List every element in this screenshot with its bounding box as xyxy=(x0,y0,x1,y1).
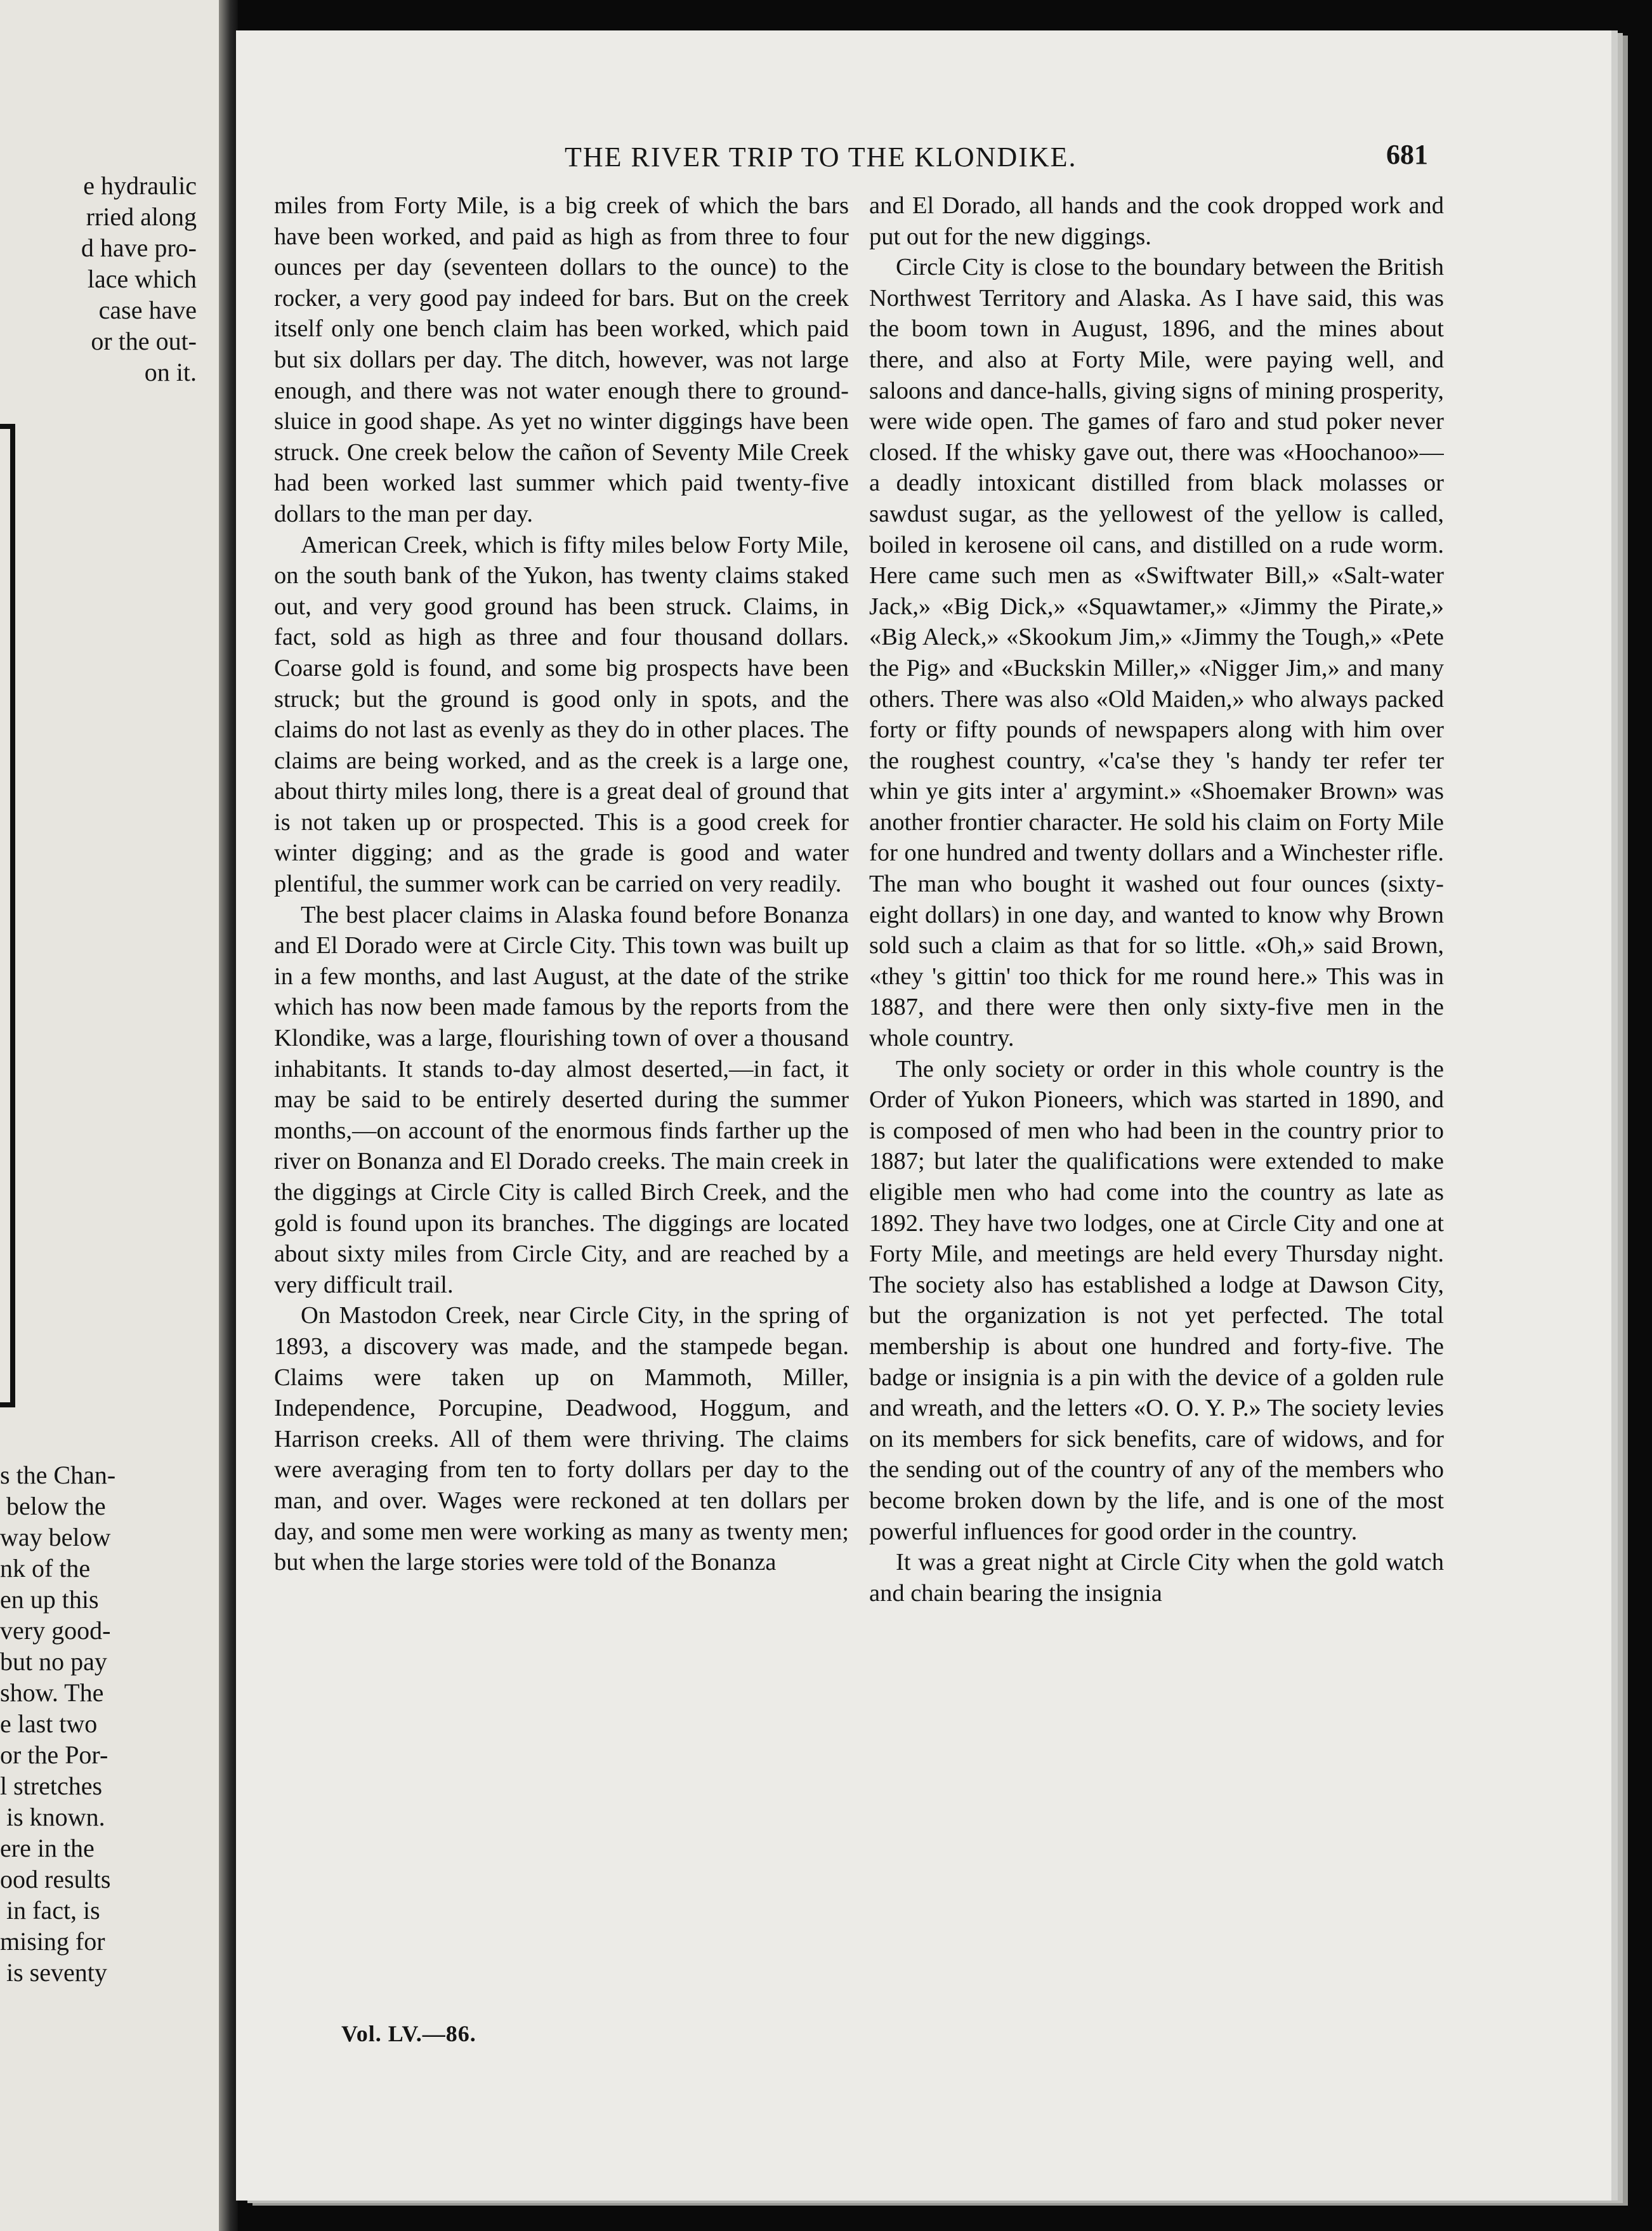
paragraph: The best placer claims in Alaska found before Bonanza and El Dorado were at Circle City. This town was built up in a few months, and last August, at the date of the strike which has now been made famous by the reports from the Klondike, was a large, flourishing town of over a thousand inhabitants. It stands to-day almost deserted,—in fact, it may be said to be entirely deserted during the summer months,—on account of the enormous finds farther up the river on Bonanza and El Dorado creeks. The main creek in the diggings at Circle City is called Birch Creek, and the gold is found upon its branches. The diggings are located about sixty miles from Circle City, and are reached by a very difficult trail. xyxy=(274,901,849,1298)
page-number: 681 xyxy=(1386,139,1428,170)
running-head: THE RIVER TRIP TO THE KLONDIKE. xyxy=(565,141,1077,173)
right-column xyxy=(869,190,1444,2081)
paragraph: It was a great night at Circle City when the gold watch and chain bearing the insignia xyxy=(869,1549,1444,1607)
paragraph: American Creek, which is fifty miles below Forty Mile, on the south bank of the Yukon, has twenty claims staked out, and very good ground has been struck. Claims, in fact, sold as high as three and four thousand dollars. Coarse gold is found, and some big prospects have been struck; but the ground is good only in spots, and the claims do not last as evenly as they do in other places. The claims are being worked, and as the creek is a large one, about thirty miles long, there is a great deal of ground that is not taken up or prospected. This is a good creek for winter digging; and as the grade is good and water plentiful, the summer work can be carried on very readily. xyxy=(274,531,849,898)
paragraph: The only society or order in this whole country is the Order of Yukon Pioneers, which was started in 1890, and is composed of men who had been in the country prior to 1887; but later the qualifications were extended to make eligible men who had come into the country as late as 1892. They have two lodges, one at Circle City and one at Forty Mile, and meetings are held every Thursday night. The society also has established a lodge at Dawson City, but the organization is not yet perfected. The total membership is about one hundred and forty-five. The badge or insignia is a pin with the device of a golden rule and wreath, and the letters «O. O. Y. P.» The society levies on its members for sick benefits, care of widows, and for the sending out of the country of any of the members who become broken down by the life, and is one of the most powerful influences for good order in the country. xyxy=(869,1055,1444,1545)
paragraph: On Mastodon Creek, near Circle City, in the spring of 1893, a discovery was made, and the stampede began. Claims were taken up on Mammoth, Miller, Independence, Porcupine, Deadwood, Hoggum, and Harrison creeks. All of them were thriving. The claims were averaging from ten to forty dollars per day to the man, and over. Wages were reckoned at ten dollars per day, and some men were working as many as twenty men; but when the large stories were told of the Bonanza xyxy=(274,1302,849,1576)
left-column xyxy=(274,190,849,2081)
paragraph: Circle City is close to the boundary between the British Northwest Territory and Alaska. As I have said, this was the boom town in August, 1896, and the mines about there, and also at Forty Mile, were paying well, and saloons and dance-halls, giving signs of mining prosperity, were wide open. The games of faro and stud poker never closed. If the whisky gave out, there was «Hoochanoo»—a deadly intoxicant distilled from black molasses or sawdust sugar, as the yellowest of the yellow is called, boiled in kerosene oil cans, and distilled on a rude worm. Here came such men as «Swiftwater Bill,» «Salt-water Jack,» «Big Dick,» «Squawtamer,» «Jimmy the Pirate,» «Big Aleck,» «Skookum Jim,» «Jimmy the Tough,» «Pete the Pig» and «Buckskin Miller,» «Nigger Jim,» and many others. There was also «Old Maiden,» who always packed forty or fifty pounds of newspapers along with him over the roughest country, «'ca'se they 's handy ter refer ter whin ye gits inter a' argymint.» «Shoemaker Brown» was another frontier character. He sold his claim on Forty Mile for one hundred and twenty dollars and a Winchester rifle. The man who bought it washed out four ounces (sixty-eight dollars) in one day, and wanted to know why Brown sold such a claim as that for so little. «Oh,» said Brown, «they 's gittin' too thick for me round here.» This was in 1887, and there were then only sixty-five men in the whole country. xyxy=(869,254,1444,1052)
paragraph: miles from Forty Mile, is a big creek of which the bars have been worked, and paid as high as from three to four ounces per day (seventeen dollars to the ounce) to the rocker, a very good pay indeed for bars. But on the creek itself only one bench claim has been worked, which paid but six dollars per day. The ditch, however, was not large enough, and there was not water enough there to ground-sluice in good shape. As yet no winter diggings have been struck. One creek below the cañon of Seventy Mile Creek had been worked last summer which paid twenty-five dollars to the man per day. xyxy=(274,192,849,527)
previous-page-text-bottom: s the Chan- below the way below nk of the en up this very good- but no pay show. The e last two or the Por- l stretches is known. ere in the ood results in fact, is mising for is seventy xyxy=(0,1461,116,1987)
signature-mark: Vol. LV.—86. xyxy=(341,2021,476,2046)
paragraph: and El Dorado, all hands and the cook dropped work and put out for the new diggings. xyxy=(869,192,1444,250)
illustration-frame-edge xyxy=(0,424,15,1407)
previous-page-edge xyxy=(0,0,219,2231)
previous-page-text-top: e hydraulic rried along d have pro- lace which case have or the out- on it. xyxy=(81,171,197,386)
book-gutter xyxy=(219,0,238,2231)
